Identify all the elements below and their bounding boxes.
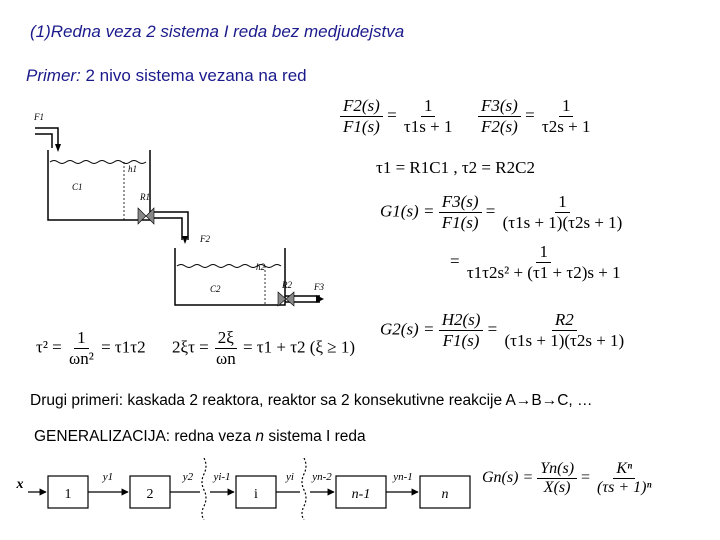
chain-input: x	[16, 477, 24, 492]
flow-arrow-f1-icon	[55, 144, 61, 152]
block-1-label: 1	[64, 487, 72, 502]
signal-yn-1: yn-1	[393, 471, 413, 483]
eq-tau-definitions: τ1 = R1C1 , τ2 = R2C2	[376, 158, 535, 177]
eq-tau-squared: τ² = $\frac{1}{\text{ωn²}}$ = τ1τ2	[36, 328, 146, 368]
subtitle-prefix: Primer:	[26, 66, 81, 85]
signal-yi-1: yi-1	[213, 471, 231, 483]
two-tank-diagram	[20, 100, 340, 330]
block-2-label: 2	[146, 487, 154, 502]
eq-g2: G2(s) = $\frac{H2(s)}{F1(s)}$ = $\frac{R2}{(\tau 1s + 1)(\tau 2s + 1)}$	[380, 310, 625, 350]
label-c2: C2	[210, 284, 221, 294]
block-n-label: n	[441, 487, 449, 502]
other-examples-text: Drugi primeri: kaskada 2 reaktora, reaktor sa 2 konsekutivne reakcije A→B→C, …	[30, 392, 593, 409]
valve-r1-icon	[138, 208, 154, 224]
inlet-pipe	[35, 128, 58, 148]
label-f1: F1	[34, 112, 44, 122]
signal-yn-2: yn-2	[312, 471, 332, 483]
label-f3: F3	[314, 282, 324, 292]
label-f2: F2	[200, 234, 210, 244]
tank-2	[175, 248, 285, 305]
signal-y2: y2	[182, 471, 194, 483]
generalization-text: GENERALIZACIJA: redna veza n sistema I reda	[34, 428, 366, 445]
block-i-label: i	[254, 487, 258, 502]
eq-gn: Gn(s) = $\frac{Yn(s)}{X(s)}$ = $\frac{\text{Kⁿ}}{\text{(τs + 1)ⁿ}}$	[482, 460, 652, 496]
label-c1: C1	[72, 182, 83, 192]
valve-r2-icon	[278, 292, 294, 306]
block-chain-diagram	[10, 458, 480, 520]
block-n-1-label: n-1	[351, 487, 371, 502]
eq-g1: G1(s) = $\frac{F3(s)}{F1(s)}$ = $\frac{1}{(\tau 1s + 1)(\tau 2s + 1)}$	[380, 192, 623, 232]
slide-subtitle	[26, 66, 307, 86]
eq-damping: 2ξτ = $\frac{2\xi}{\omega n}$ = τ1 + τ2 (ξ ≥ 1)	[172, 328, 356, 368]
eq-g1-expanded: = $\frac{1}{\text{τ1τ2s² + (τ1 + τ2)s + 1}}$	[450, 242, 621, 282]
flow-arrow-f2-icon	[182, 236, 188, 244]
signal-yi: yi	[286, 471, 294, 483]
label-h1: h1	[128, 164, 137, 174]
label-r1: R1	[140, 192, 150, 202]
subtitle-rest: 2 nivo sistema vezana na red	[80, 66, 307, 85]
eq-f2-f1: $\frac{F2(s)}{F1(s)}$ = $\frac{1}{\tau 1s + 1}$	[340, 96, 455, 137]
eq-f3-f2: $\frac{F3(s)}{F2(s)}$ = $\frac{1}{\tau 2s + 1}$	[478, 96, 593, 137]
label-r2: R2	[282, 280, 292, 290]
signal-y1: y1	[102, 471, 114, 483]
label-h2: h2	[256, 262, 265, 272]
slide-title: (1)Redna veza 2 sistema I reda bez medjudejstva	[30, 22, 405, 41]
